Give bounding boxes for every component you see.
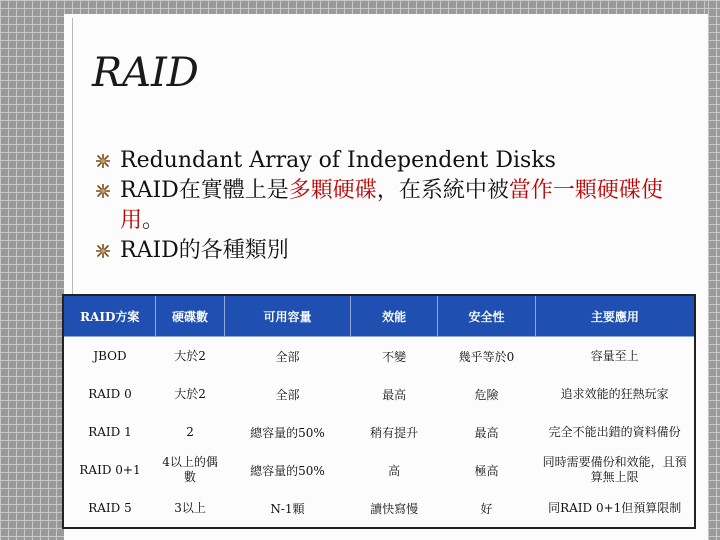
header-cell: 效能 xyxy=(351,295,438,337)
bullet-text: RAID的各種類別 xyxy=(120,238,289,263)
table-cell: 4以上的偶數 xyxy=(162,455,218,484)
sparkle-asterisk-icon xyxy=(96,154,110,168)
table-cell: 總容量的50% xyxy=(250,425,325,440)
table-cell: 同RAID 0+1但預算限制 xyxy=(548,500,682,515)
bullet-text: 。 xyxy=(142,208,165,233)
highlight-text: 多顆硬碟 xyxy=(288,178,377,203)
slide-title: RAID xyxy=(92,50,199,96)
table-cell: 容量至上 xyxy=(590,348,639,363)
raid-comparison-table xyxy=(62,294,696,529)
table-cell: 3以上 xyxy=(174,500,206,515)
sparkle-asterisk-icon xyxy=(96,244,110,258)
table-cell: 極高 xyxy=(474,463,499,478)
table-cell: RAID 0+1 xyxy=(79,463,141,477)
table-row xyxy=(63,337,695,376)
header-cell: 安全性 xyxy=(438,295,536,337)
table-cell: N-1顆 xyxy=(270,501,305,516)
sparkle-asterisk-icon xyxy=(96,184,110,198)
table-cell: 追求效能的狂熱玩家 xyxy=(560,386,669,401)
table-header-row xyxy=(63,295,695,337)
bullet-item xyxy=(96,176,696,236)
table-cell: 全部 xyxy=(275,387,300,402)
highlight-text: 當作一顆硬碟使用 xyxy=(120,178,663,233)
bullet-item xyxy=(96,236,696,266)
table-cell: 大於2 xyxy=(174,386,206,401)
table-cell: 危險 xyxy=(474,387,499,402)
header-cell: 可用容量 xyxy=(224,295,351,337)
table-cell: 全部 xyxy=(275,349,300,364)
table-cell: 總容量的50% xyxy=(250,463,325,478)
table-cell: 好 xyxy=(480,501,493,516)
table-cell: 讀快寫慢 xyxy=(370,501,419,516)
table-cell: RAID 1 xyxy=(88,425,132,439)
vertical-rule xyxy=(72,18,73,318)
right-border-pattern xyxy=(708,0,720,540)
table-cell: RAID 5 xyxy=(88,501,132,515)
table-row xyxy=(63,451,695,489)
bullet-text: ，在系統中被 xyxy=(376,178,509,203)
table-cell: 完全不能出錯的資料備份 xyxy=(548,424,681,439)
table-cell: 幾乎等於0 xyxy=(458,349,515,364)
table-cell: 高 xyxy=(388,463,401,478)
header-cell: RAID方案 xyxy=(63,295,156,337)
table-cell: 稍有提升 xyxy=(370,425,419,440)
bullet-text: RAID在實體上是 xyxy=(120,178,289,203)
table-cell: 最高 xyxy=(474,425,499,440)
bullet-list xyxy=(96,146,696,266)
table-row xyxy=(63,489,695,528)
bullet-item xyxy=(96,146,696,176)
table-row xyxy=(63,413,695,451)
table-cell: 最高 xyxy=(382,387,407,402)
table-cell: 同時需要備份和效能，且預算無上限 xyxy=(542,455,687,484)
left-border-pattern xyxy=(0,0,64,540)
bullet-text: Redundant Array of Independent Disks xyxy=(120,148,556,173)
header-cell: 主要應用 xyxy=(535,295,695,337)
table-row xyxy=(63,375,695,413)
table-cell: RAID 0 xyxy=(88,387,132,401)
header-cell: 硬碟數 xyxy=(156,295,224,337)
table-cell: 2 xyxy=(186,424,194,439)
top-border-pattern xyxy=(64,0,720,14)
table-cell: 不變 xyxy=(382,349,407,364)
table-cell: JBOD xyxy=(93,349,127,363)
table-cell: 大於2 xyxy=(174,348,206,363)
